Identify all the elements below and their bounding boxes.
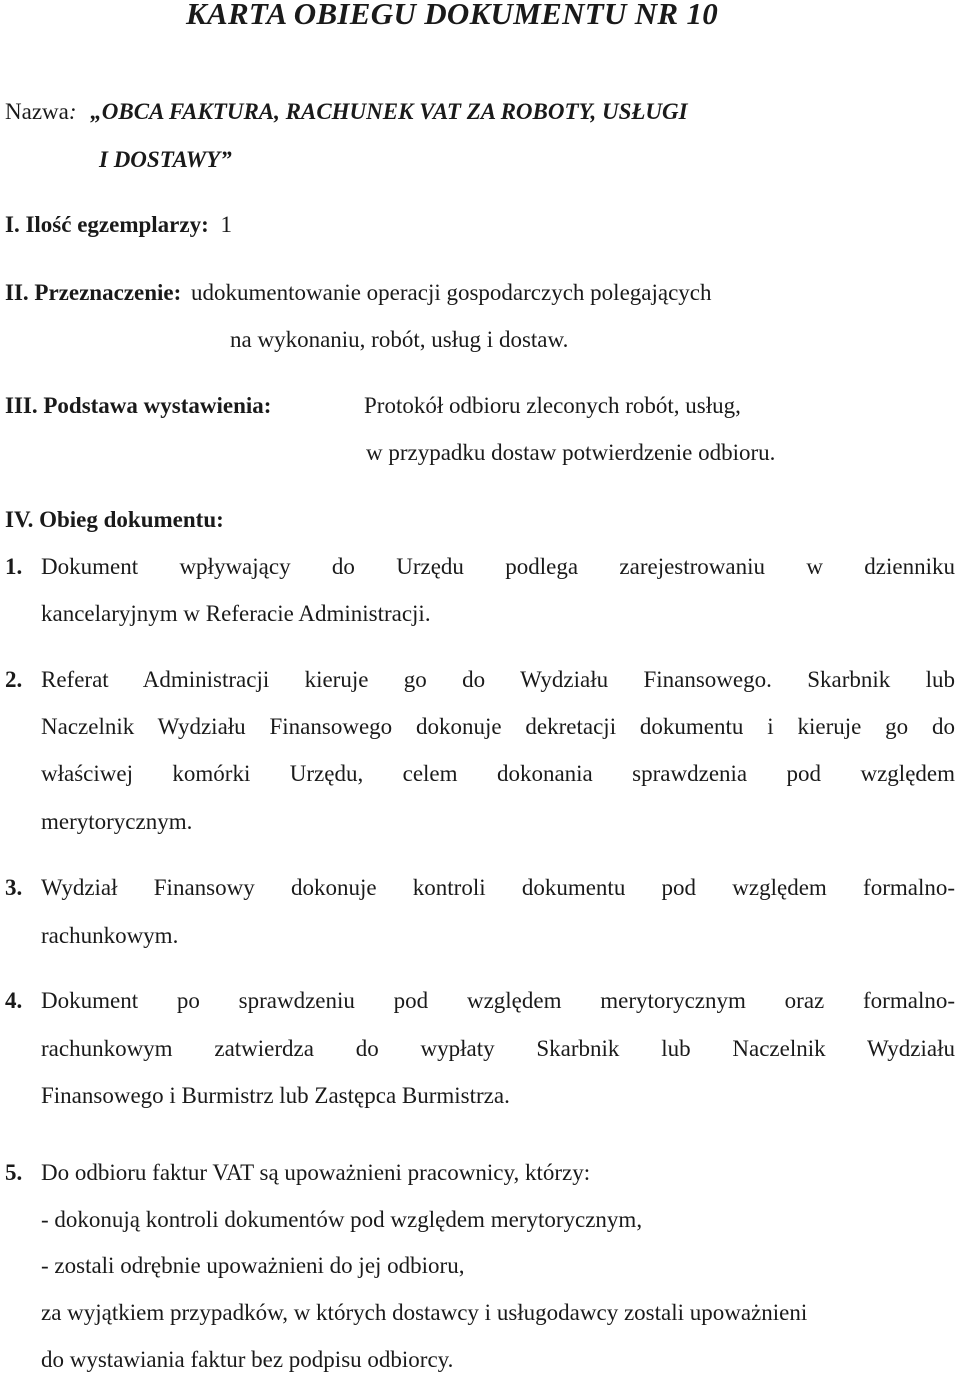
section-iii-label: III. Podstawa wystawienia: <box>5 393 272 418</box>
section-iii-line2: w przypadku dostaw potwierdzenie odbioru. <box>366 440 776 465</box>
item-3-line: Wydział Finansowy dokonuje kontroli dokumentu pod względem formalno- <box>41 875 955 900</box>
item-5-line: - dokonują kontroli dokumentów pod względem merytorycznym, <box>41 1207 643 1232</box>
name-row <box>5 98 688 126</box>
item-1-line: Dokument wpływający do Urzędu podlega zarejestrowaniu w dzienniku <box>41 554 955 579</box>
item-number: 2. <box>5 667 23 692</box>
name-label: Nazwa <box>5 99 69 124</box>
section-i-value: 1 <box>220 212 232 237</box>
item-5-line: za wyjątkiem przypadków, w których dostawcy i usługodawcy zostali upoważnieni <box>41 1300 808 1325</box>
name-value-line2: I DOSTAWY” <box>99 147 232 172</box>
item-5-line: - zostali odrębnie upoważnieni do jej odbioru, <box>41 1253 465 1278</box>
item-2-line: Naczelnik Wydziału Finansowego dokonuje dekretacji dokumentu i kieruje go do <box>41 714 955 739</box>
name-value-line1: „OBCA FAKTURA, RACHUNEK VAT ZA ROBOTY, USŁUGI <box>90 99 688 124</box>
name-colon: : <box>68 99 77 124</box>
item-4-line: rachunkowym zatwierdza do wypłaty Skarbnik lub Naczelnik Wydziału <box>41 1036 955 1061</box>
item-1-line: kancelaryjnym w Referacie Administracji. <box>41 601 431 626</box>
item-5-line: do wystawiania faktur bez podpisu odbiorcy. <box>41 1347 454 1372</box>
section-ii-line1: udokumentowanie operacji gospodarczych polegających <box>191 280 712 305</box>
item-2-line: merytorycznym. <box>41 809 193 834</box>
item-3-line: rachunkowym. <box>41 923 179 948</box>
item-4-line: Finansowego i Burmistrz lub Zastępca Burmistrza. <box>41 1083 510 1108</box>
item-number: 3. <box>5 875 23 900</box>
section-iii-line1: Protokół odbioru zleconych robót, usług, <box>364 393 741 418</box>
section-ii-line2: na wykonaniu, robót, usług i dostaw. <box>230 327 569 352</box>
section-i-label: I. Ilość egzemplarzy: <box>5 212 209 237</box>
item-2-line: Referat Administracji kieruje go do Wydziału Finansowego. Skarbnik lub <box>41 667 955 692</box>
item-number: 5. <box>5 1160 23 1185</box>
section-i <box>5 211 232 239</box>
item-number: 4. <box>5 988 23 1013</box>
document-title: KARTA OBIEGU DOKUMENTU NR 10 <box>186 0 719 31</box>
section-iv-label: IV. Obieg dokumentu: <box>5 507 224 532</box>
item-number: 1. <box>5 554 23 579</box>
item-4-line: Dokument po sprawdzeniu pod względem merytorycznym oraz formalno- <box>41 988 955 1013</box>
section-ii-label: II. Przeznaczenie: <box>5 280 182 305</box>
item-5-line: Do odbioru faktur VAT są upoważnieni pracownicy, którzy: <box>41 1160 591 1185</box>
section-ii <box>5 279 712 307</box>
item-2-line: właściwej komórki Urzędu, celem dokonania sprawdzenia pod względem <box>41 761 955 786</box>
